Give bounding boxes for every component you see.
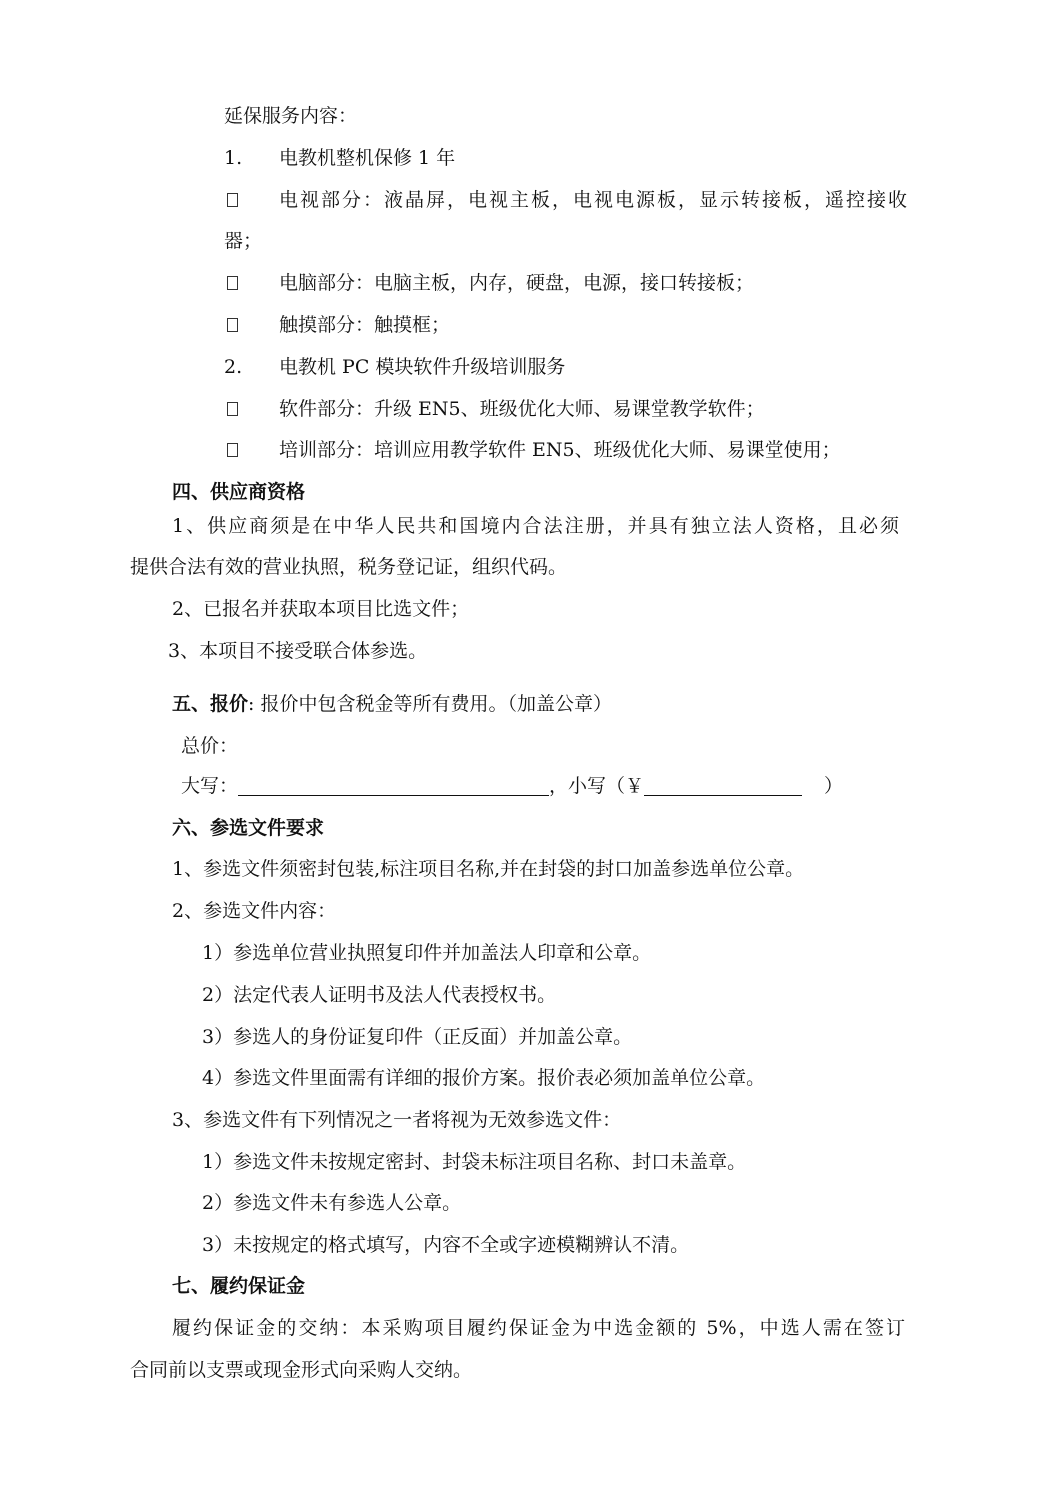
list-number: 1.: [224, 147, 243, 169]
list-item: 4）参选文件里面需有详细的报价方案。报价表必须加盖单位公章。: [202, 1067, 766, 1089]
section-5-heading: 五、报价: [172, 693, 249, 715]
amount-lower-blank: [644, 775, 802, 796]
pc-parts: 电脑部分：电脑主板，内存，硬盘，电源，接口转接板；: [279, 272, 755, 294]
bullet-box-icon: [227, 270, 238, 296]
list-item: 3）未按规定的格式填写，内容不全或字迹模糊辨认不清。: [202, 1234, 690, 1256]
service-item-1: 电教机整机保修 1 年: [279, 147, 456, 169]
section-6-paragraph-2: 2、参选文件内容：: [172, 900, 337, 922]
section-4-paragraph-2: 2、已报名并获取本项目比选文件；: [172, 598, 470, 620]
amount-lower-label: 小写（￥: [568, 775, 645, 797]
section-4-paragraph-1-line-1: 1、供应商须是在中华人民共和国境内合法注册，并具有独立法人资格，且必须: [172, 515, 899, 537]
list-number: 2.: [224, 356, 243, 378]
section-7-heading: 七、履约保证金: [172, 1275, 306, 1297]
list-item: 3）参选人的身份证复印件（正反面）并加盖公章。: [202, 1026, 633, 1048]
section-4-paragraph-3: 3、本项目不接受联合体参选。: [168, 640, 428, 662]
section-4-heading: 四、供应商资格: [172, 481, 306, 503]
bullet-box-icon: [227, 312, 238, 338]
section-7-line-2: 合同前以支票或现金形式向采购人交纳。: [130, 1359, 473, 1381]
service-heading: 延保服务内容：: [224, 105, 358, 127]
amount-comma: ，: [549, 775, 569, 797]
bullet-box-icon: [227, 396, 238, 422]
section-6-paragraph-1: 1、参选文件须密封包装,标注项目名称,并在封袋的封口加盖参选单位公章。: [172, 858, 805, 880]
tv-parts-line2: 器；: [224, 230, 263, 252]
touch-parts: 触摸部分：触摸框；: [279, 314, 451, 336]
amount-upper-blank: [238, 775, 549, 796]
bullet-box-icon: [227, 437, 238, 463]
amount-upper-label: 大写：: [181, 775, 239, 797]
tv-parts-line1: 电视部分：液晶屏，电视主板，电视电源板，显示转接板，遥控接收: [279, 189, 907, 211]
total-price-label: 总价：: [181, 735, 239, 757]
section-6-heading: 六、参选文件要求: [172, 817, 325, 839]
amount-line: [181, 773, 843, 799]
bullet-box-icon: [227, 187, 238, 213]
list-item: 1）参选单位营业执照复印件并加盖法人印章和公章。: [202, 942, 652, 964]
section-4-paragraph-1-line-2: 提供合法有效的营业执照，税务登记证，组织代码。: [130, 556, 568, 578]
list-item: 1）参选文件未按规定密封、封袋未标注项目名称、封口未盖章。: [202, 1151, 747, 1173]
training-parts: 培训部分：培训应用教学软件 EN5、班级优化大师、易课堂使用；: [279, 439, 841, 461]
section-5-line: [172, 691, 612, 717]
section-5-text: : 报价中包含税金等所有费用。（加盖公章）: [248, 693, 612, 715]
section-6-paragraph-3: 3、参选文件有下列情况之一者将视为无效参选文件：: [172, 1109, 622, 1131]
software-parts: 软件部分：升级 EN5、班级优化大师、易课堂教学软件；: [279, 398, 765, 420]
list-item: 2）参选文件未有参选人公章。: [202, 1192, 462, 1214]
service-item-2: 电教机 PC 模块软件升级培训服务: [279, 356, 566, 378]
section-7-line-1: 履约保证金的交纳：本采购项目履约保证金为中选金额的 5%，中选人需在签订: [172, 1317, 905, 1339]
amount-close-paren: ）: [824, 775, 844, 797]
list-item: 2）法定代表人证明书及法人代表授权书。: [202, 984, 557, 1006]
